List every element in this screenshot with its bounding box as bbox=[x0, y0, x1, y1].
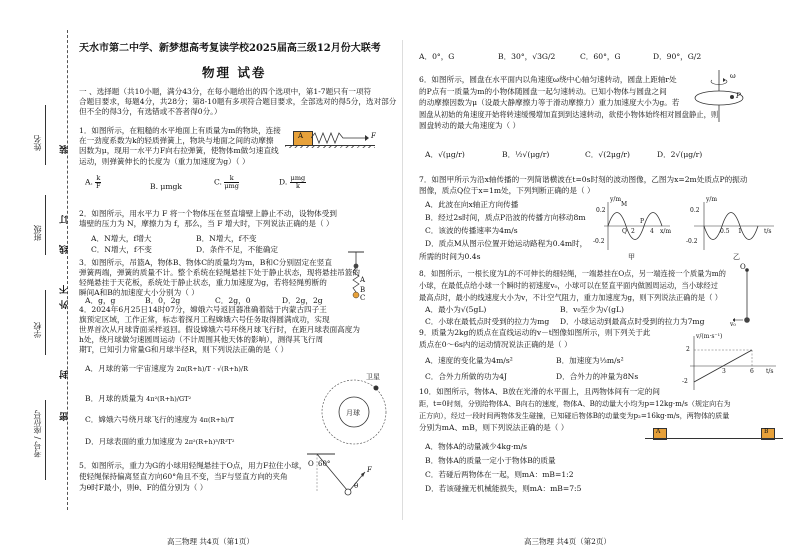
footer-left: 高三物理 共4页（第1页） bbox=[167, 537, 254, 546]
q3-label-a: A bbox=[360, 276, 366, 284]
q9-tick-x2: 6 bbox=[750, 368, 754, 375]
q7b-trough: -0.2 bbox=[686, 238, 698, 245]
q8-v0-label: v₀ bbox=[730, 321, 736, 328]
fold-char-2: 订 bbox=[60, 215, 70, 224]
q1-option-c-fraction: $\frac{k}{\text{μmg}}$ bbox=[224, 174, 239, 190]
q8-line-1: 8．如图所示，一根长度为L的不可伸长的细轻绳，一端悬挂在O点，另一端连接一个质量为m的 bbox=[419, 269, 726, 278]
q4-line-3: 世界首次从月球背面采样返回。假设嫦娥六号环绕月球飞行时，在距月球表面高度为 bbox=[79, 325, 360, 334]
q1-line-4: 运动，则弹簧伸长的长度为（重力加速度为g）（ ） bbox=[79, 157, 250, 166]
q1-force-label: F bbox=[371, 132, 376, 140]
q5-line-3: 为θ时F最小，则θ、F的值分别为（ ） bbox=[79, 483, 208, 492]
q5-option-b: B．30°，√3G/2 bbox=[498, 52, 556, 61]
q9-tick-x1: 3 bbox=[722, 368, 726, 375]
q10-label-b: B bbox=[764, 428, 769, 435]
q4-option-b: B．月球的质量为 4π²(R+h)/GT² bbox=[85, 394, 192, 403]
q10-option-b: B．物体A的质量一定小于物体B的质量 bbox=[425, 456, 556, 465]
q10-line-3: 正方向），经过一段时间两物体发生碰撞，已知碰后物体B的动量变为p₂=16kg·m/s，两物体的质量 bbox=[419, 411, 730, 420]
q10-option-d: D．若该碰撞无机械能损失，则mA：mB=7:5 bbox=[425, 484, 582, 493]
q3-label-c: C bbox=[360, 294, 366, 302]
q10-ground bbox=[645, 438, 783, 439]
q7b-xlabel: t/s bbox=[764, 228, 772, 235]
q4-option-a-formula: 2π(R+h)/T · √(R+h)/R bbox=[176, 365, 248, 373]
q9-option-d: D．合外力的冲量为8Ns bbox=[556, 372, 639, 381]
subject-title: 物理 试卷 bbox=[202, 65, 267, 80]
q5-option-d: D．90°，G/2 bbox=[653, 52, 702, 61]
q10-option-a: A．物体A的动量减少4kg·m/s bbox=[425, 442, 528, 451]
q4-option-a: A．月球的第一宇宙速度为 2π(R+h)/T · √(R+h)/R bbox=[85, 364, 248, 373]
q7a-tick-2: 4 bbox=[650, 228, 654, 235]
q8-line-3: 最高点时，最小的线速度大小为v，不计空气阻力，重力加速度为g，则下列说法正确的是（ ） bbox=[419, 293, 722, 302]
q8-option-b: B．v₀至少为√(gL) bbox=[560, 305, 624, 314]
exam-number-label: 考号 / 座位号 bbox=[33, 410, 42, 458]
q9-option-b: B．加速度为⅓m/s² bbox=[556, 356, 624, 365]
q1-option-c: C. $\frac{k}{\text{μmg}}$ bbox=[214, 174, 239, 190]
q5-theta-label: θ bbox=[354, 482, 359, 490]
q3-line-3: 轻绳悬挂于天花板，系统处于静止状态，重力加速度为g，若将轻绳剪断的 bbox=[79, 278, 327, 287]
section-heading: 一 、选择题（共10小题，满分43分，在每小题给出的四个选项中，第1-7题只有一项符 bbox=[79, 87, 372, 96]
q7a-tick-1: 2 bbox=[631, 228, 635, 235]
q7a-xlabel: x/m bbox=[660, 228, 672, 235]
fold-char-3: 线 bbox=[60, 245, 70, 254]
q8-o-label: O bbox=[740, 263, 746, 271]
q7b-ylabel: y/m bbox=[706, 196, 718, 203]
q6-line-4: 圆盘从初始的角速度开始将转速缓慢增加直到到达速转动，欲使小物体始终相对圆盘静止，则 bbox=[419, 110, 719, 119]
q9-ylabel: v/(m·s⁻¹) bbox=[696, 333, 723, 340]
class-label: 班级 bbox=[33, 225, 42, 241]
fold-char-1: 装 bbox=[60, 145, 70, 154]
q3-label-b: B bbox=[360, 286, 366, 294]
q8-pendulum-figure bbox=[733, 264, 763, 328]
school-underline bbox=[45, 290, 46, 355]
q1-option-a-fraction: $\frac{k}{F}$ bbox=[96, 174, 101, 190]
q1-figure bbox=[285, 126, 395, 152]
q6-disk-figure bbox=[694, 68, 764, 124]
q8-option-c: C．小球在最低点时受到的拉力为mg bbox=[425, 317, 550, 326]
q2-line-1: 2．如图所示，用水平力 F 将一个物体压在竖直墙壁上静止不动，设物体受到 bbox=[79, 209, 337, 218]
q6-line-3: 的动摩擦因数为μ（设最大静摩擦力等于滑动摩擦力）重力加速度大小为g。若 bbox=[419, 98, 680, 107]
q1-option-b: B. μmgk bbox=[150, 182, 183, 191]
q10-label-a: A bbox=[656, 428, 661, 435]
fold-char-6: 封 bbox=[60, 370, 70, 379]
q5-option-c: C．60°，G bbox=[580, 52, 621, 61]
q6-line-2: 的P点有一质量为m的小物体随圆盘一起匀速转动。已知小物体与圆盘之间 bbox=[419, 87, 667, 96]
school-title: 天水市第二中学、新梦想高考复读学校2025届高三级12月份大联考 bbox=[79, 43, 381, 54]
q1-line-2: 在一劲度系数为k的轻质弹簧上，物块与地面之间的动摩擦 bbox=[79, 136, 274, 145]
q2-option-a: A．N增大，f增大 bbox=[91, 234, 152, 243]
q7-option-d-cont: 所需的时间为0.4s bbox=[419, 252, 481, 261]
q3-line-1: 3．如图所示，吊篮A，物体B、物体C的质量均为m，B和C分别固定在竖直 bbox=[79, 258, 332, 267]
q6-option-d: D．2√(μg/r) bbox=[657, 150, 703, 159]
page-divider bbox=[402, 40, 403, 520]
q8-option-a: A．最小为√(5gL) bbox=[425, 305, 487, 314]
q9-option-a: A．速度的变化量为4m/s² bbox=[425, 356, 513, 365]
fold-char-5: 外 bbox=[60, 300, 70, 309]
q4-option-d: D．月球表面的重力加速度为 2π²(R+h)³/R²T² bbox=[85, 437, 235, 446]
name-label: 姓名 bbox=[33, 135, 42, 151]
q9-xlabel: t/s bbox=[766, 368, 774, 375]
q7b-tick-1: 0.5 bbox=[720, 228, 730, 235]
q10-option-c: C．若碰后两物体在一起，则mA：mB=1:2 bbox=[425, 470, 574, 479]
q7b-peak: 0.2 bbox=[690, 207, 700, 214]
q7-line-2: 图像，质点Q位于x=1m处，下列判断正确的是（ ） bbox=[419, 186, 595, 195]
q7-option-c: C．该波的传播速率为4m/s bbox=[425, 226, 518, 235]
q4-option-c: C．嫦娥六号绕月球飞行的速度为 4π(R+h)/T bbox=[85, 415, 235, 424]
q3-option-a: A．g，g bbox=[85, 296, 116, 305]
q9-vt-graph bbox=[680, 334, 780, 392]
q5-figure bbox=[305, 452, 375, 502]
q2-line-2: 墙壁的压力为 N，摩擦力为 f，那么，当 F 增大时，下列说法正确的是（ ） bbox=[79, 219, 334, 228]
q5-f-label: F bbox=[367, 466, 372, 474]
q2-option-d: D．条件不足，不能确定 bbox=[196, 245, 279, 254]
q1-option-a-label: A. bbox=[85, 177, 93, 187]
q10-figure bbox=[645, 424, 785, 442]
q1-spring bbox=[311, 132, 347, 144]
q6-option-c: C．√(2μg/r) bbox=[585, 150, 630, 159]
q7a-p-label: P bbox=[640, 218, 645, 225]
q7a-ylabel: y/m bbox=[610, 196, 622, 203]
q10-line-4: 分别为mA、mB，则下列说法正确的是（ ） bbox=[419, 423, 569, 432]
q1-line-1: 1．如图所示，在粗糙的水平地面上有质量为m的物块，连接 bbox=[79, 126, 281, 135]
q1-block-label: A bbox=[298, 132, 304, 140]
footer-right: 高三物理 共4页（第2页） bbox=[524, 537, 611, 546]
q4-moon-label: 月球 bbox=[346, 409, 360, 417]
q6-line-5: 圆盘转动的最大角速度为（ ） bbox=[419, 121, 521, 130]
q7a-caption: 甲 bbox=[628, 253, 635, 261]
class-underline bbox=[45, 195, 46, 255]
q3-option-d: D．2g，2g bbox=[282, 296, 323, 305]
name-underline bbox=[45, 105, 46, 165]
q1-line-3: 因数为μ，现用一水平力F向右拉弹簧，使物体m做匀速直线 bbox=[79, 146, 279, 155]
q3-line-4: 瞬间A和B的加速度大小分别为（ ） bbox=[79, 288, 199, 297]
q3-line-2: 弹簧两端，弹簧的质量不计。整个系统在轻绳悬挂下处于静止状态，现将悬挂吊篮的 bbox=[79, 268, 360, 277]
q9-line-2: 质点在0～6s内的运动情况说法正确的是（ ） bbox=[419, 340, 572, 349]
q1-options bbox=[85, 175, 101, 190]
q7a-m-label: M bbox=[621, 201, 628, 208]
q4-line-1: 4．2024年6月25日14时07分，嫦娥六号返回器准确着陆于内蒙古四子王 bbox=[79, 305, 327, 314]
q4-option-b-formula: 4π²(R+h)/GT² bbox=[146, 395, 192, 403]
q1-option-d: D. $\frac{\text{μmg}}{k}$ bbox=[279, 174, 306, 190]
q3-option-c: C．2g，0 bbox=[215, 296, 251, 305]
fold-char-7: 密 bbox=[60, 412, 70, 421]
q2-option-b: B．N增大，f不变 bbox=[196, 234, 257, 243]
q1-ground bbox=[285, 145, 375, 148]
q7-option-b: B．经过2s时间，质点P沿波的传播方向移动8m bbox=[425, 213, 586, 222]
q9-option-c: C．合外力所做的功为4J bbox=[425, 372, 508, 381]
q7-option-a: A．此波在向x轴正方向传播 bbox=[425, 200, 519, 209]
section-instructions-2: 但不全的得3分，有选错或不答者得0分。） bbox=[79, 107, 222, 116]
q8-line-2: 小球，在最低点给小球一个瞬时的初速度v₀，小球可以在竖直平面内做圆周运动，当小球经过 bbox=[419, 281, 718, 290]
q6-line-1: 6．如图所示，圆盘在水平面内以角速度ω绕中心轴匀速转动，圆盘上距轴r处 bbox=[419, 75, 677, 84]
q7-option-d: D．质点M从图示位置开始运动路程为0.4m时， bbox=[425, 239, 588, 248]
q2-option-c: C．N增大，f不变 bbox=[91, 245, 152, 254]
q4-option-d-formula: 2π²(R+h)³/R²T² bbox=[184, 438, 235, 446]
q5-line-1: 5．如图所示，重力为G的小球用轻绳悬挂于O点，用力F拉住小球， bbox=[79, 461, 307, 470]
binding-line bbox=[67, 30, 68, 510]
q7a-trough: -0.2 bbox=[593, 238, 605, 245]
fold-char-4: 不 bbox=[60, 285, 70, 294]
q9-tick-y2: -2 bbox=[682, 378, 688, 385]
q3-option-b: B．0，2g bbox=[145, 296, 181, 305]
q9-tick-y1: 2 bbox=[686, 346, 690, 353]
q1-force-arrow bbox=[347, 134, 369, 142]
q10-line-1: 10．如图所示，物体A、B放在光滑的水平面上，且两物体间有一定的间 bbox=[419, 387, 660, 396]
q4-line-4: h处，绕月球做匀速圆周运动（不计周围其他天体的影响），测得其飞行周 bbox=[79, 335, 324, 344]
q5-option-a: A．0°，G bbox=[419, 52, 455, 61]
q7a-q-label: Q bbox=[622, 228, 627, 235]
q4-line-2: 旗预定区域，工作正常，标志着探月工程嫦娥六号任务取得圆满成功，实现 bbox=[79, 315, 330, 324]
q5-angle-label: 60° bbox=[318, 460, 331, 468]
q9-line-1: 9．质量为2kg的质点在直线运动的v－t图像如图所示，则下列关于此 bbox=[419, 328, 651, 337]
q6-option-b: B．½√(μg/r) bbox=[502, 150, 550, 159]
q10-line-2: 距，t=0时刻，分别给物体A、B向右的速度，物体A、B的动量大小均为p=12kg·m/s（规定向右为 bbox=[419, 399, 731, 408]
q6-p-label: P bbox=[736, 92, 741, 100]
q4-option-c-formula: 4π(R+h)/T bbox=[199, 416, 235, 424]
q7-line-1: 7．如图甲所示为沿x轴传播的一列简谐横波在t=0s时刻的波动图像，乙图为x=2m处质点P的振动 bbox=[419, 175, 748, 184]
q6-option-a: A．√(μg/r) bbox=[425, 150, 465, 159]
q7a-peak: 0.2 bbox=[596, 207, 606, 214]
q4-satellite-label: 卫星 bbox=[366, 373, 380, 381]
school-label: 学校 bbox=[33, 322, 42, 338]
q7b-caption: 乙 bbox=[733, 253, 740, 261]
q7b-tick-2: 1 bbox=[738, 228, 742, 235]
q6-omega-label: ω bbox=[730, 72, 736, 80]
q5-o-label: O bbox=[308, 460, 314, 468]
exam-number-underline bbox=[45, 400, 46, 480]
section-instructions-1: 合题目要求，每题4分，共28分；第8-10题有多项符合题目要求，全部选对的得5分，选对部分 bbox=[79, 97, 397, 106]
q8-option-d: D．小球运动到最高点时受到的拉力为7mg bbox=[560, 317, 705, 326]
q1-option-d-fraction: $\frac{\text{μmg}}{k}$ bbox=[290, 174, 306, 190]
q5-line-2: 使轻绳保持偏离竖直方向60°角且不变，当F与竖直方向的夹角 bbox=[79, 472, 288, 481]
q4-line-5: 期T，已知引力常量G和月球半径R，则下列说法正确的是（ ） bbox=[79, 345, 289, 354]
